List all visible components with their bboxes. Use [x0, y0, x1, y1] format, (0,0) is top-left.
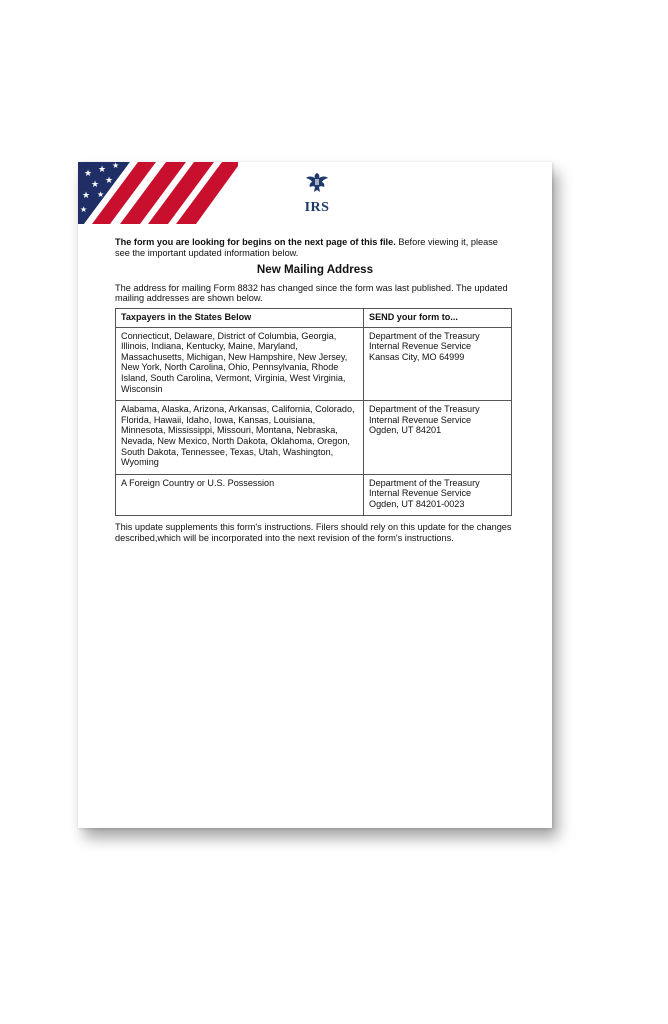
address-line: Ogden, UT 84201-0023	[369, 498, 465, 509]
svg-text:★: ★	[105, 176, 114, 186]
address-cell	[364, 327, 512, 401]
address-line: Department of the Treasury	[369, 404, 480, 415]
address-line: Internal Revenue Service	[369, 414, 472, 425]
states-cell: Connecticut, Delaware, District of Columbia, Georgia, Illinois, Indiana, Kentucky, Maine, Maryland, Massachusetts, Michigan, New Hampshire, New Jersey, New York, North Carolina, Ohio, Pennsylvania, Rhode Island, South Carolina, Vermont, Virginia, West Virginia, Wisconsin	[116, 327, 364, 401]
address-line: Internal Revenue Service	[369, 488, 472, 499]
column-header-states: Taxpayers in the States Below	[116, 308, 364, 327]
document-content	[115, 237, 515, 544]
intro-rest-text: Before viewing it, please see the important updated information below.	[115, 237, 498, 258]
table-header-row	[116, 308, 512, 327]
svg-text:★: ★	[80, 205, 88, 214]
svg-text:★: ★	[82, 191, 91, 201]
address-cell	[364, 401, 512, 475]
irs-logo-text: IRS	[304, 200, 330, 215]
column-header-send-to: SEND your form to...	[364, 308, 512, 327]
states-cell: Alabama, Alaska, Arizona, Arkansas, California, Colorado, Florida, Hawaii, Idaho, Iowa, Kansas, Louisiana, Minnesota, Mississippi, Missouri, Montana, Nebraska, Nevada, New Mexico, North Dakota, Oklahoma, Oregon, South Dakota, Tennessee, Texas, Utah, Washington, Wyoming	[116, 401, 364, 475]
eagle-icon	[305, 172, 329, 194]
svg-text:★: ★	[97, 190, 105, 199]
page-heading: New Mailing Address	[256, 263, 374, 277]
address-cell	[364, 474, 512, 516]
intro-bold-text: The form you are looking for begins on the next page of this file.	[115, 237, 396, 247]
address-line: Department of the Treasury	[369, 330, 480, 341]
intro-paragraph	[115, 237, 515, 258]
states-cell: A Foreign Country or U.S. Possession	[116, 474, 364, 516]
address-line: Department of the Treasury	[369, 477, 480, 488]
table-row	[116, 401, 512, 475]
address-change-notice: The address for mailing Form 8832 has changed since the form was last published. The updated mailing addresses are shown below.	[115, 282, 508, 304]
irs-logo	[300, 172, 334, 216]
mailing-address-table	[115, 308, 512, 517]
us-flag-banner	[78, 162, 238, 224]
document-page	[78, 162, 552, 828]
address-line: Internal Revenue Service	[369, 341, 472, 352]
address-line: Kansas City, MO 64999	[369, 351, 465, 362]
svg-text:★: ★	[91, 180, 100, 190]
table-row	[116, 327, 512, 401]
svg-text:★: ★	[98, 165, 107, 175]
svg-text:★: ★	[112, 162, 120, 170]
svg-text:★: ★	[84, 169, 93, 179]
address-line: Ogden, UT 84201	[369, 425, 442, 436]
table-row	[116, 474, 512, 516]
footer-note: This update supplements this form's instructions. Filers should rely on this update for the changes described,which will be incorporated into the next revision of the form's instructions.	[115, 522, 512, 544]
